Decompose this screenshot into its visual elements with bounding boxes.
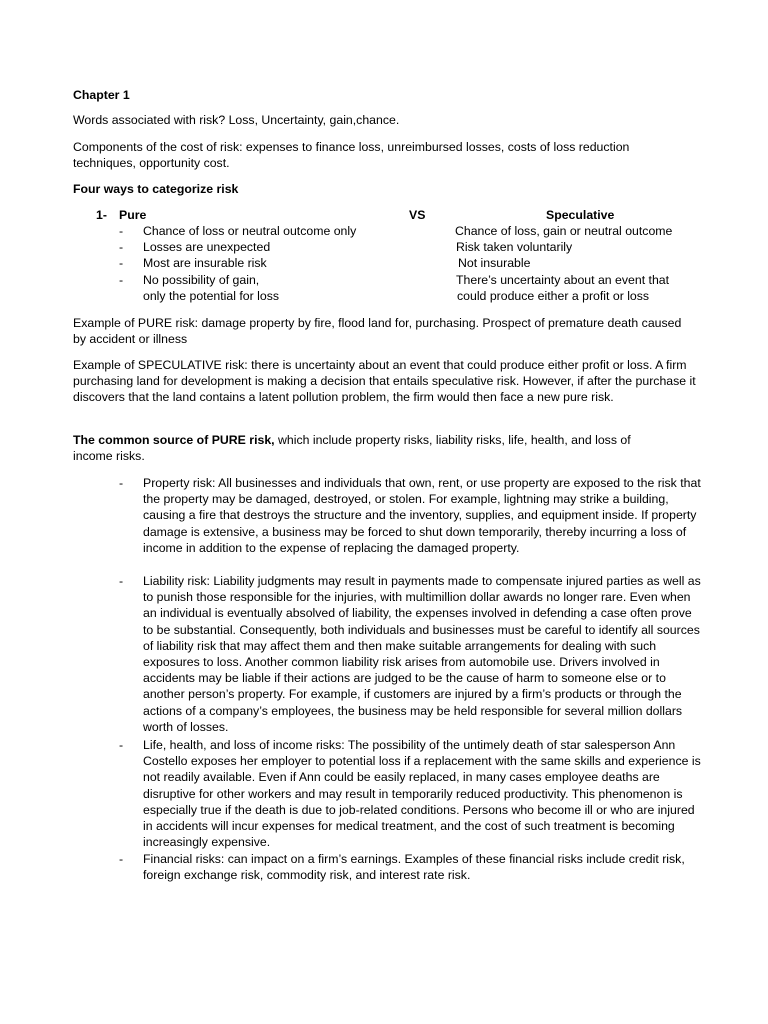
speculative-risk-example: Example of SPECULATIVE risk: there is uncertainty about an event that could produce either profit or loss. A firm purchasing land for development is making a decision that entails speculative risk. However, if after the purchase it discovers that the land contains a latent pollution problem, the firm would then face a new pure risk.: [73, 358, 696, 405]
chapter-title: Chapter 1: [73, 88, 130, 102]
pure-item: Most are insurable risk: [143, 256, 267, 270]
bullet-dash: -: [119, 273, 124, 287]
bullet-dash: -: [119, 256, 124, 270]
speculative-item: Chance of loss, gain or neutral outcome: [455, 224, 673, 238]
words-associated-line: Words associated with risk? Loss, Uncertainty, gain,chance.: [73, 113, 400, 127]
speculative-item: There’s uncertainty about an event that: [456, 273, 670, 287]
pure-item: No possibility of gain,: [143, 273, 260, 287]
life-health-income-risk-item: Life, health, and loss of income risks: The possibility of the untimely death of star salesperson Ann Costello exposes her employer to potential loss if a replacement with the same skills and experience is not readily available. Even if Ann could be easily replaced, in many cases employee deaths are disruptive for other workers and may result in temporarily reduced productivity. This phenomenon is especially true if the death is due to job-related conditions. Persons who become ill or who are injured in accidents will incur expenses for medical treatment, and the cost of such treatment is becoming increasingly expensive.: [143, 738, 701, 850]
speculative-item: Risk taken voluntarily: [456, 240, 573, 254]
bullet-dash: -: [119, 738, 124, 752]
components-paragraph: Components of the cost of risk: expenses to finance loss, unreimbursed losses, costs of loss reduction techniques, opportunity cost.: [73, 140, 630, 171]
common-source-bold: The common source of PURE risk,: [73, 433, 275, 447]
speculative-item: could produce either a profit or loss: [457, 289, 650, 303]
bullet-dash: -: [119, 240, 124, 254]
pure-item: Chance of loss or neutral outcome only: [143, 224, 357, 238]
pure-item: Losses are unexpected: [143, 240, 271, 254]
bullet-dash: -: [119, 476, 124, 490]
property-risk-item: Property risk: All businesses and individuals that own, rent, or use property are exposed to the risk that the property may be damaged, destroyed, or stolen. For example, lightning may strike a building, causing a fire that destroys the structure and the inventory, supplies, and equipment inside. If property damage is extensive, a business may be forced to shut down temporarily, thereby incurring a loss of income in addition to the expense of replacing the damaged property.: [143, 476, 701, 555]
speculative-header: Speculative: [546, 208, 615, 222]
four-ways-heading: Four ways to categorize risk: [73, 182, 239, 196]
bullet-dash: -: [119, 852, 124, 866]
speculative-item: Not insurable: [458, 256, 531, 270]
list-number: 1-: [96, 208, 107, 222]
pure-risk-example: Example of PURE risk: damage property by fire, flood land for, purchasing. Prospect of premature death caused by accident or illness: [73, 316, 682, 347]
liability-risk-item: Liability risk: Liability judgments may result in payments made to compensate injured parties as well as to punish those responsible for the injuries, with multimillion dollar awards no longer rare. Even when an individual is eventually absolved of liability, the expenses involved in defending a case often prove to be substantial. Consequently, both individuals and businesses must be careful to identify all sources of liability risk that may affect them and then make suitable arrangements for dealing with such exposures to loss. Another common liability risk arises from automobile use. Drivers involved in accidents may be liable if their actions are judged to be the cause of harm to someone else or to another person’s property. For example, if customers are injured by a firm’s products or through the actions of a company’s employees, the business may be held responsible for several million dollars worth of losses.: [143, 574, 701, 734]
common-source-text: which include property risks, liability risks, life, health, and loss of income risks.: [73, 433, 631, 464]
common-source-paragraph: [73, 432, 673, 464]
vs-label: VS: [409, 208, 426, 222]
bullet-dash: -: [119, 224, 124, 238]
pure-header: Pure: [119, 208, 147, 222]
financial-risk-item: Financial risks: can impact on a firm’s earnings. Examples of these financial risks include credit risk, foreign exchange risk, commodity risk, and interest rate risk.: [143, 852, 685, 883]
pure-item: only the potential for loss: [143, 289, 280, 303]
bullet-dash: -: [119, 574, 124, 588]
